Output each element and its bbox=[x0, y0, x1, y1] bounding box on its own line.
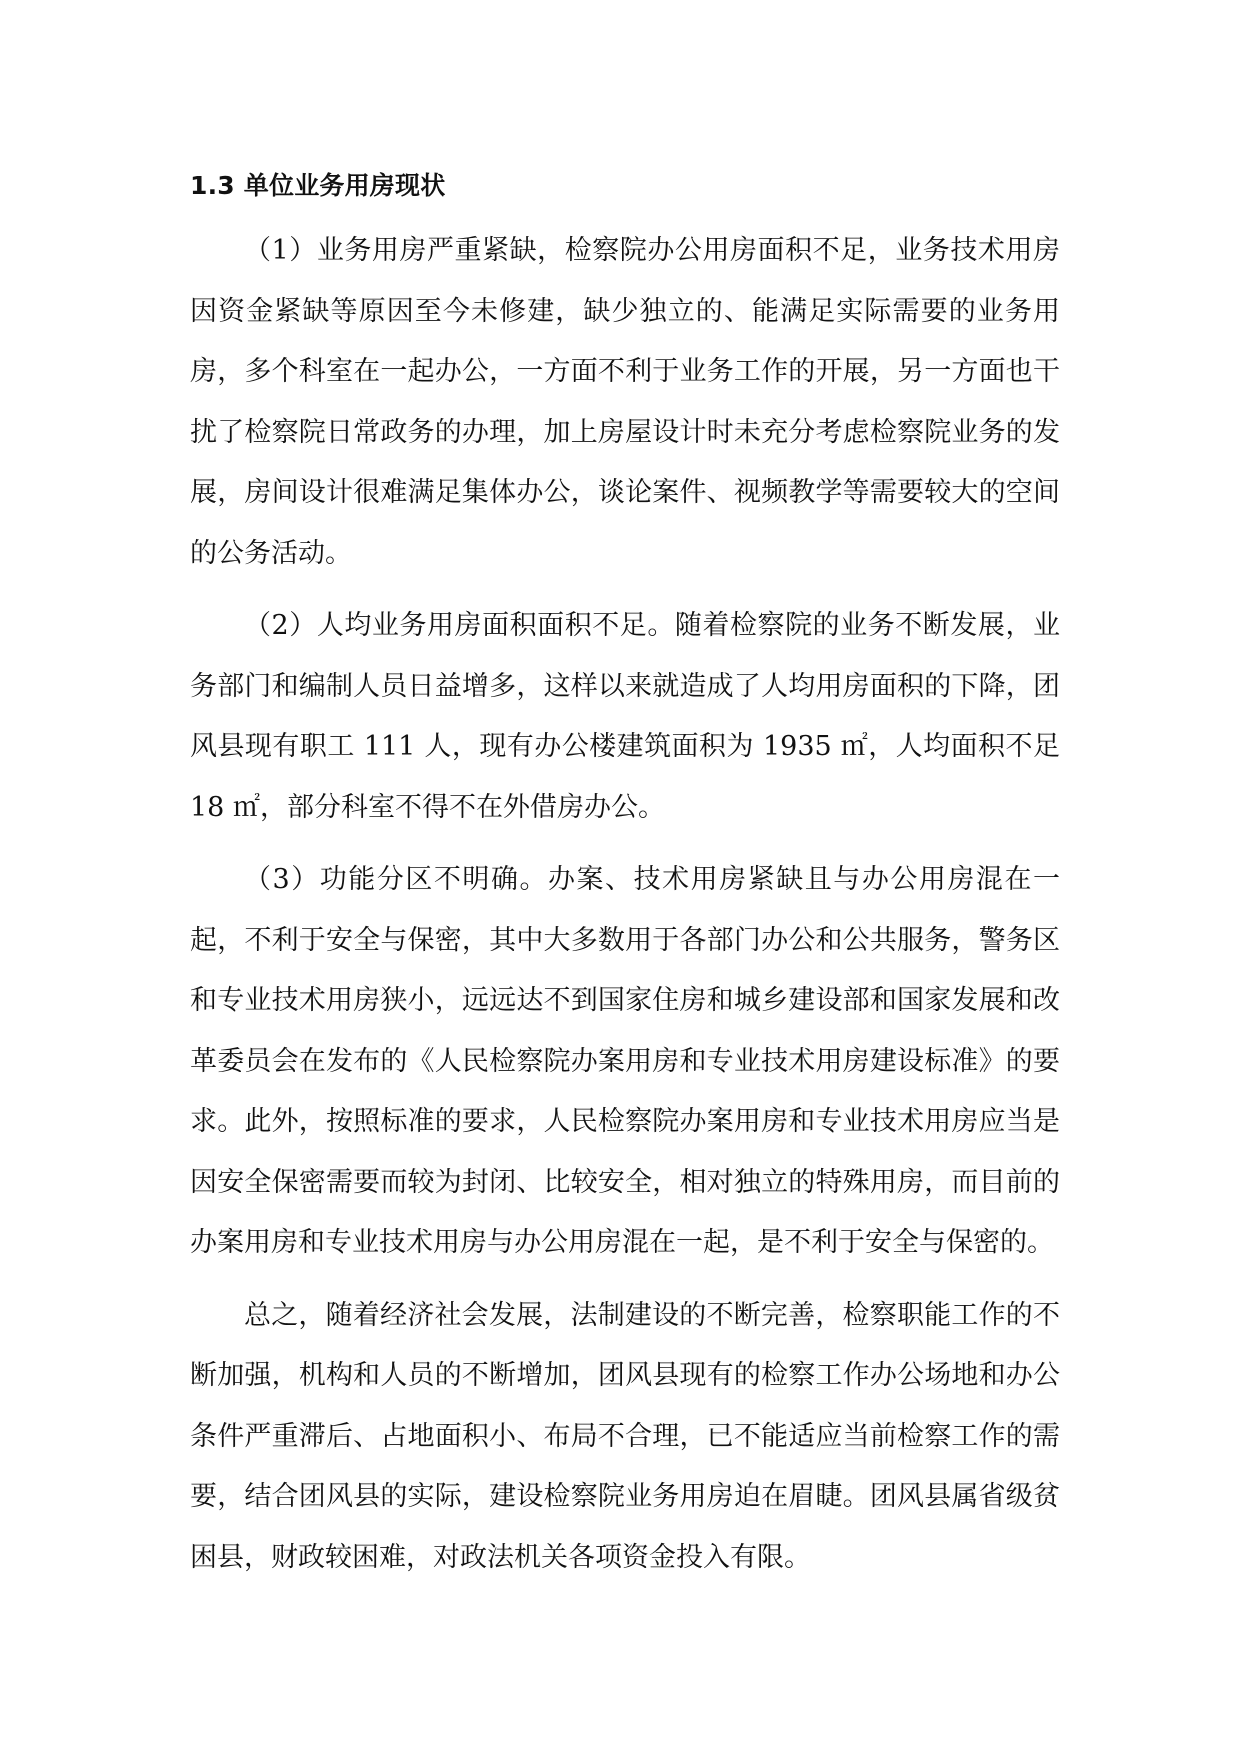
paragraph-per-capita-space: （2）人均业务用房面积面积不足。随着检察院的业务不断发展，业务部门和编制人员日益增多，这样以来就造成了人均用房面积的下降，团风县现有职工 111 人，现有办公楼建筑面积为 1935 ㎡，人均面积不足 18 ㎡，部分科室不得不在外借房办公。 bbox=[190, 610, 1060, 823]
document-body bbox=[190, 163, 1060, 1588]
paragraph-functional-zoning: （3）功能分区不明确。办案、技术用房紧缺且与办公用房混在一起，不利于安全与保密，其中大多数用于各部门办公和公共服务，警务区和专业技术用房狭小，远远达不到国家住房和城乡建设部和国家发展和改革委员会在发布的《人民检察院办案用房和专业技术用房建设标准》的要求。此外，按照标准的要求，人民检察院办案用房和专业技术用房应当是因安全保密需要而较为封闭、比较安全，相对独立的特殊用房，而目前的办案用房和专业技术用房与办公用房混在一起，是不利于安全与保密的。 bbox=[190, 864, 1060, 1258]
section-heading: 1.3 单位业务用房现状 bbox=[190, 171, 446, 200]
paragraph-business-space-shortage: （1）业务用房严重紧缺，检察院办公用房面积不足，业务技术用房因资金紧缺等原因至今未修建，缺少独立的、能满足实际需要的业务用房，多个科室在一起办公，一方面不利于业务工作的开展，另一方面也干扰了检察院日常政务的办理，加上房屋设计时未充分考虑检察院业务的发展，房间设计很难满足集体办公，谈论案件、视频教学等需要较大的空间的公务活动。 bbox=[190, 235, 1060, 569]
paragraph-summary: 总之，随着经济社会发展，法制建设的不断完善，检察职能工作的不断加强，机构和人员的不断增加，团风县现有的检察工作办公场地和办公条件严重滞后、占地面积小、布局不合理，已不能适应当前检察工作的需要，结合团风县的实际，建设检察院业务用房迫在眉睫。团风县属省级贫困县，财政较困难，对政法机关各项资金投入有限。 bbox=[190, 1299, 1060, 1573]
